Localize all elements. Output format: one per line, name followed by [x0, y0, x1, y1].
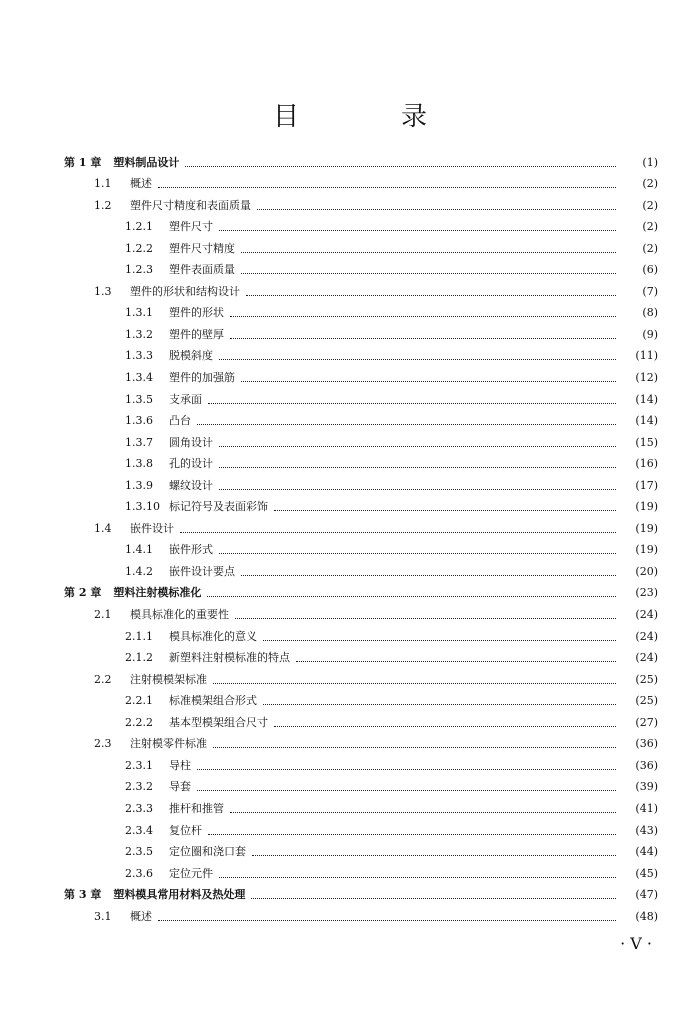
- toc-chapter-entry: [64, 579, 658, 601]
- toc-entry-label: 新塑料注射模标准的特点: [169, 651, 290, 665]
- dot-leader: [158, 187, 616, 188]
- toc-entry-label: 注射模零件标准: [130, 737, 207, 751]
- dot-leader: [252, 855, 616, 856]
- toc-section-entry: [64, 536, 658, 558]
- toc-entry-number: 1.2.2: [125, 241, 153, 255]
- toc-entry-page: (47): [635, 888, 658, 902]
- toc-entry-label: 标记符号及表面彩饰: [169, 500, 268, 514]
- toc-entry-number: 1.3.2: [125, 327, 153, 341]
- toc-entry-page: (14): [635, 414, 658, 428]
- toc-entry-page: (2): [642, 177, 658, 191]
- toc-entry-label: 塑件的形状和结构设计: [130, 284, 240, 298]
- toc-section-entry: [64, 471, 658, 493]
- dot-leader: [263, 704, 616, 705]
- dot-leader: [230, 338, 616, 339]
- toc-entry-number: 1.4.1: [125, 543, 153, 557]
- toc-entry-page: (39): [635, 780, 658, 794]
- toc-entry-number: 1.3.9: [125, 478, 153, 492]
- toc-section-entry: [64, 600, 658, 622]
- toc-entry-label: 定位圈和浇口套: [169, 845, 246, 859]
- dot-leader: [230, 316, 616, 317]
- toc-entry-number: 2.3.6: [125, 866, 153, 880]
- dot-leader: [241, 575, 616, 576]
- toc-entry-number: 2.1: [94, 608, 112, 622]
- toc-section-entry: [64, 730, 658, 752]
- toc-entry-label: 孔的设计: [169, 457, 213, 471]
- toc-entry-page: (43): [635, 823, 658, 837]
- toc-entry-number: 1.3.7: [125, 435, 153, 449]
- toc-entry-label: 塑件尺寸精度: [169, 241, 235, 255]
- toc-entry-label: 圆角设计: [169, 435, 213, 449]
- toc-entry-number: 2.1.2: [125, 651, 153, 665]
- toc-section-entry: [64, 234, 658, 256]
- toc-section-entry: [64, 277, 658, 299]
- toc-entry-label: 塑件尺寸: [169, 220, 213, 234]
- dot-leader: [241, 273, 616, 274]
- toc-section-entry: [64, 428, 658, 450]
- toc-entry-number: 1.3: [94, 284, 112, 298]
- toc-entry-number: 3.1: [94, 909, 112, 923]
- dot-leader: [257, 209, 616, 210]
- dot-leader: [274, 726, 616, 727]
- toc-entry-page: (15): [635, 435, 658, 449]
- toc-entry-page: (6): [642, 263, 658, 277]
- toc-entry-number: 1.2.1: [125, 220, 153, 234]
- toc-entry-number: 2.2: [94, 672, 112, 686]
- dot-leader: [274, 510, 616, 511]
- toc-section-entry: [64, 644, 658, 666]
- toc-entry-label: 塑料模具常用材料及热处理: [113, 888, 246, 902]
- dot-leader: [219, 877, 616, 878]
- toc-entry-label: 螺纹设计: [169, 478, 213, 492]
- toc-entry-number: 1.1: [94, 177, 112, 191]
- toc-section-entry: [64, 299, 658, 321]
- dot-leader: [219, 230, 616, 231]
- dot-leader: [219, 553, 616, 554]
- toc-entry-page: (23): [635, 586, 658, 600]
- toc-entry-label: 模具标准化的重要性: [130, 608, 229, 622]
- toc-entry-number: 2.3.4: [125, 823, 153, 837]
- toc-entry-label: 推杆和推管: [169, 801, 224, 815]
- toc-section-entry: [64, 773, 658, 795]
- toc-entry-label: 导套: [169, 780, 191, 794]
- toc-entry-number: 2.3.5: [125, 845, 153, 859]
- toc-entry-page: (19): [635, 500, 658, 514]
- toc-entry-page: (8): [642, 306, 658, 320]
- toc-entry-number: 1.3.8: [125, 457, 153, 471]
- toc-section-entry: [64, 213, 658, 235]
- toc-entry-number: 1.3.1: [125, 306, 153, 320]
- toc-entry-page: (24): [635, 651, 658, 665]
- dot-leader: [185, 166, 616, 167]
- toc-entry-page: (19): [635, 521, 658, 535]
- toc-entry-page: (11): [635, 349, 658, 363]
- toc-section-entry: [64, 407, 658, 429]
- toc-entry-page: (25): [635, 694, 658, 708]
- toc-entry-label: 概述: [130, 909, 152, 923]
- page-number: · V ·: [620, 934, 652, 953]
- toc-entry-page: (44): [635, 845, 658, 859]
- toc-entry-label: 塑料制品设计: [113, 155, 180, 169]
- toc-entry-page: (14): [635, 392, 658, 406]
- toc-entry-label: 概述: [130, 177, 152, 191]
- dot-leader: [207, 596, 616, 597]
- dot-leader: [296, 661, 616, 662]
- toc-entry-label: 复位杆: [169, 823, 202, 837]
- dot-leader: [251, 898, 616, 899]
- toc-entry-label: 导柱: [169, 758, 191, 772]
- toc-section-entry: [64, 902, 658, 924]
- toc-entry-page: (24): [635, 608, 658, 622]
- toc-entry-page: (41): [635, 801, 658, 815]
- toc-entry-number: 第 3 章: [64, 888, 102, 902]
- toc-entry-label: 塑件表面质量: [169, 263, 235, 277]
- dot-leader: [197, 424, 616, 425]
- dot-leader: [197, 790, 616, 791]
- dot-leader: [263, 640, 616, 641]
- toc-entry-page: (1): [642, 155, 658, 169]
- toc-entry-number: 2.2.2: [125, 715, 153, 729]
- dot-leader: [219, 446, 616, 447]
- toc-section-entry: [64, 794, 658, 816]
- toc-entry-label: 塑件的形状: [169, 306, 224, 320]
- dot-leader: [180, 532, 616, 533]
- toc-section-entry: [64, 450, 658, 472]
- toc-entry-page: (7): [642, 284, 658, 298]
- toc-entry-number: 1.3.10: [125, 500, 160, 514]
- toc-entry-label: 定位元件: [169, 866, 213, 880]
- toc-entry-number: 1.4.2: [125, 564, 153, 578]
- toc-entry-number: 1.2: [94, 198, 112, 212]
- toc-section-entry: [64, 256, 658, 278]
- toc-section-entry: [64, 816, 658, 838]
- toc-entry-page: (16): [635, 457, 658, 471]
- toc-section-entry: [64, 665, 658, 687]
- dot-leader: [219, 359, 616, 360]
- toc-section-entry: [64, 557, 658, 579]
- toc-section-entry: [64, 622, 658, 644]
- toc-entry-number: 2.3.2: [125, 780, 153, 794]
- toc-section-entry: [64, 838, 658, 860]
- dot-leader: [213, 747, 616, 748]
- toc-entry-page: (2): [642, 220, 658, 234]
- dot-leader: [230, 812, 616, 813]
- dot-leader: [246, 295, 616, 296]
- toc-entry-label: 基本型模架组合尺寸: [169, 715, 268, 729]
- toc-entry-label: 嵌件形式: [169, 543, 213, 557]
- toc-section-entry: [64, 342, 658, 364]
- toc-entry-page: (36): [635, 737, 658, 751]
- dot-leader: [241, 252, 616, 253]
- toc-section-entry: [64, 385, 658, 407]
- toc-section-entry: [64, 191, 658, 213]
- dot-leader: [197, 769, 616, 770]
- toc-entry-label: 标准模架组合形式: [169, 694, 257, 708]
- toc-section-entry: [64, 708, 658, 730]
- toc-section-entry: [64, 514, 658, 536]
- toc-entry-page: (48): [635, 909, 658, 923]
- toc-entry-page: (17): [635, 478, 658, 492]
- toc-entry-page: (36): [635, 758, 658, 772]
- toc-entry-page: (12): [635, 371, 658, 385]
- toc-section-entry: [64, 493, 658, 515]
- dot-leader: [208, 834, 616, 835]
- toc-entry-page: (2): [642, 198, 658, 212]
- toc-entry-label: 嵌件设计要点: [169, 564, 235, 578]
- toc-entry-label: 塑料注射模标准化: [113, 586, 202, 600]
- toc-entry-number: 2.2.1: [125, 694, 153, 708]
- toc-entry-label: 支承面: [169, 392, 202, 406]
- dot-leader: [241, 381, 616, 382]
- toc-entry-label: 塑件尺寸精度和表面质量: [130, 198, 251, 212]
- toc-section-entry: [64, 320, 658, 342]
- toc-section-entry: [64, 363, 658, 385]
- toc-entry-page: (25): [635, 672, 658, 686]
- toc-entry-label: 模具标准化的意义: [169, 629, 257, 643]
- toc-entry-label: 脱模斜度: [169, 349, 213, 363]
- toc-entry-page: (20): [635, 564, 658, 578]
- table-of-contents: [64, 148, 658, 924]
- toc-entry-number: 第 2 章: [64, 586, 102, 600]
- toc-entry-number: 1.3.4: [125, 371, 153, 385]
- toc-entry-number: 2.3.3: [125, 801, 153, 815]
- toc-entry-page: (19): [635, 543, 658, 557]
- toc-entry-number: 第 1 章: [64, 155, 102, 169]
- toc-entry-page: (9): [642, 327, 658, 341]
- toc-entry-number: 1.2.3: [125, 263, 153, 277]
- toc-entry-page: (27): [635, 715, 658, 729]
- toc-section-entry: [64, 859, 658, 881]
- toc-chapter-entry: [64, 881, 658, 903]
- toc-section-entry: [64, 751, 658, 773]
- dot-leader: [208, 403, 616, 404]
- toc-entry-label: 塑件的壁厚: [169, 327, 224, 341]
- toc-chapter-entry: [64, 148, 658, 170]
- toc-entry-page: (2): [642, 241, 658, 255]
- dot-leader: [235, 618, 616, 619]
- toc-section-entry: [64, 687, 658, 709]
- toc-entry-label: 嵌件设计: [130, 521, 174, 535]
- dot-leader: [158, 920, 616, 921]
- dot-leader: [213, 683, 616, 684]
- toc-entry-page: (45): [635, 866, 658, 880]
- toc-entry-label: 凸台: [169, 414, 191, 428]
- dot-leader: [219, 467, 616, 468]
- toc-entry-number: 2.1.1: [125, 629, 153, 643]
- toc-entry-number: 1.3.6: [125, 414, 153, 428]
- toc-entry-number: 1.3.3: [125, 349, 153, 363]
- toc-entry-number: 1.3.5: [125, 392, 153, 406]
- dot-leader: [219, 489, 616, 490]
- toc-entry-number: 2.3.1: [125, 758, 153, 772]
- toc-entry-page: (24): [635, 629, 658, 643]
- toc-entry-label: 塑件的加强筋: [169, 371, 235, 385]
- toc-entry-number: 1.4: [94, 521, 112, 535]
- toc-entry-number: 2.3: [94, 737, 112, 751]
- toc-entry-label: 注射模模架标准: [130, 672, 207, 686]
- toc-section-entry: [64, 170, 658, 192]
- page-title: 目 录: [272, 102, 465, 132]
